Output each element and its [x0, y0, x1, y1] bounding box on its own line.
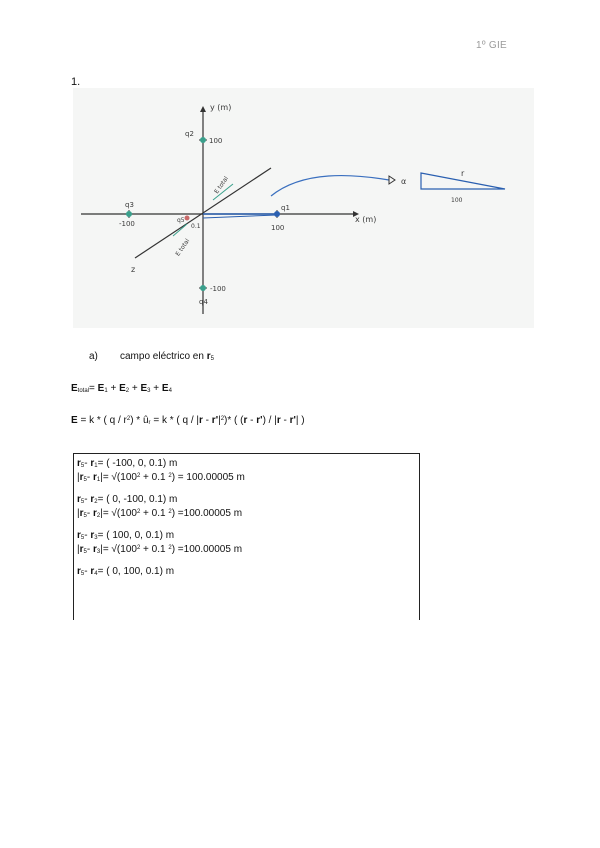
calc-line-4: $|r_5-$ $r_2|= √(100^2 + 0.1$ $^2$) =100.00005 m [77, 508, 243, 519]
coul-rb2: r' [211, 415, 219, 426]
eq-e3: E [140, 383, 148, 394]
label-x-neg100: -100 [119, 220, 135, 228]
coul-p7: | ) [295, 415, 305, 426]
total-field-equation [71, 383, 172, 394]
part-a-r-sub: 5 [210, 356, 214, 362]
coul-p4: | [218, 415, 221, 426]
eq-total-sub: total [77, 388, 90, 394]
eq-s1: 1 [104, 388, 108, 394]
calc-line-7: $r_5-$ $r_4=$ ( 0, 100, 0.1) m [77, 566, 175, 577]
coul-ur-sub: r [148, 420, 151, 426]
curved-arrow [271, 176, 389, 196]
coul-m2: - [247, 415, 257, 426]
label-alpha: α [401, 177, 407, 186]
coul-sq2: 2 [220, 416, 225, 422]
label-y100: 100 [209, 137, 223, 145]
label-base-100: 100 [451, 197, 463, 204]
eq-plus2: + [131, 383, 138, 394]
label-y-neg100: -100 [210, 285, 226, 293]
label-r: r [461, 169, 465, 178]
charge-q2 [200, 137, 206, 143]
coul-p2: ) * û [130, 415, 149, 426]
charge-q3 [126, 211, 132, 217]
eq-plus3: + [153, 383, 160, 394]
eq-e1: E [97, 383, 105, 394]
y-axis-arrow [200, 106, 206, 112]
coul-rb1: r [199, 415, 203, 426]
charge-q4 [200, 285, 206, 291]
coul-rb6: r' [289, 415, 296, 426]
calc-line-2: $|r_5-$ $r_1|= √(100^2 + 0.1$ $^2$) = 100.00005 m [77, 472, 245, 483]
label-y-axis: y (m) [210, 103, 232, 112]
calc-line-3: $r_5-$ $r_2=$ ( 0, -100, 0.1) m [77, 494, 178, 505]
label-z-axis: z [131, 265, 136, 274]
eq-s3: 3 [147, 388, 151, 394]
label-origin: 0.1 [191, 223, 201, 230]
label-x-axis: x (m) [355, 215, 377, 224]
coul-p1: = k * ( q / r [77, 415, 127, 426]
coul-p5: )* ( ( [224, 415, 244, 426]
coul-rb4: r' [256, 415, 263, 426]
label-q2: q2 [185, 130, 194, 138]
coul-m3: - [280, 415, 290, 426]
calc-line-6: $|r_5-$ $r_3|= √(100^2 + 0.1$ $^2$) =100.00005 m [77, 544, 243, 555]
eq-s2: 2 [125, 388, 130, 394]
coul-e: E [71, 415, 78, 426]
question-number: 1. [71, 76, 81, 88]
charge-q5 [185, 216, 190, 221]
label-q3: q3 [125, 201, 134, 209]
coul-m1: - [202, 415, 212, 426]
calc-line-1: $r_5-$ $r_1=$ ( -100, 0, 0.1) m [77, 458, 178, 469]
charges-diagram [73, 88, 534, 328]
coul-sq1: 2 [126, 416, 131, 422]
calc-line-5: $r_5-$ $r_3=$ ( 100, 0, 0.1) m [77, 530, 175, 541]
coul-rb5: r [276, 415, 281, 426]
part-a-label: a) [89, 351, 98, 362]
calculation-box [73, 453, 420, 628]
part-a-heading [89, 351, 214, 362]
eq-plus1: + [110, 383, 117, 394]
axes-sketch-figure [73, 88, 534, 328]
label-q1: q1 [281, 204, 290, 212]
eq-e2: E [119, 383, 126, 394]
coul-rb3: r [243, 415, 248, 426]
label-q4: q4 [199, 298, 208, 306]
page-cut-mask [72, 620, 422, 630]
eq-equals: = [89, 383, 95, 394]
label-vec-top: E total [213, 175, 230, 196]
part-a-r: r [206, 351, 211, 362]
label-vec-bottom: E total [174, 237, 192, 258]
label-q5: q5 [177, 217, 185, 224]
eq-e: E [71, 383, 78, 394]
vector-e-bottom [173, 224, 187, 236]
vector-r-prime [203, 215, 277, 218]
label-x100: 100 [271, 224, 285, 232]
eq-s4: 4 [168, 388, 172, 394]
course-tag: 1º GIE [475, 40, 507, 51]
part-a-text: campo eléctrico en [120, 351, 204, 362]
coulomb-equation [71, 415, 305, 426]
coul-p3: = k * ( q / | [150, 415, 199, 426]
curved-arrow-head [389, 176, 395, 184]
coul-p6: ) / | [262, 415, 277, 426]
eq-e4: E [161, 383, 169, 394]
